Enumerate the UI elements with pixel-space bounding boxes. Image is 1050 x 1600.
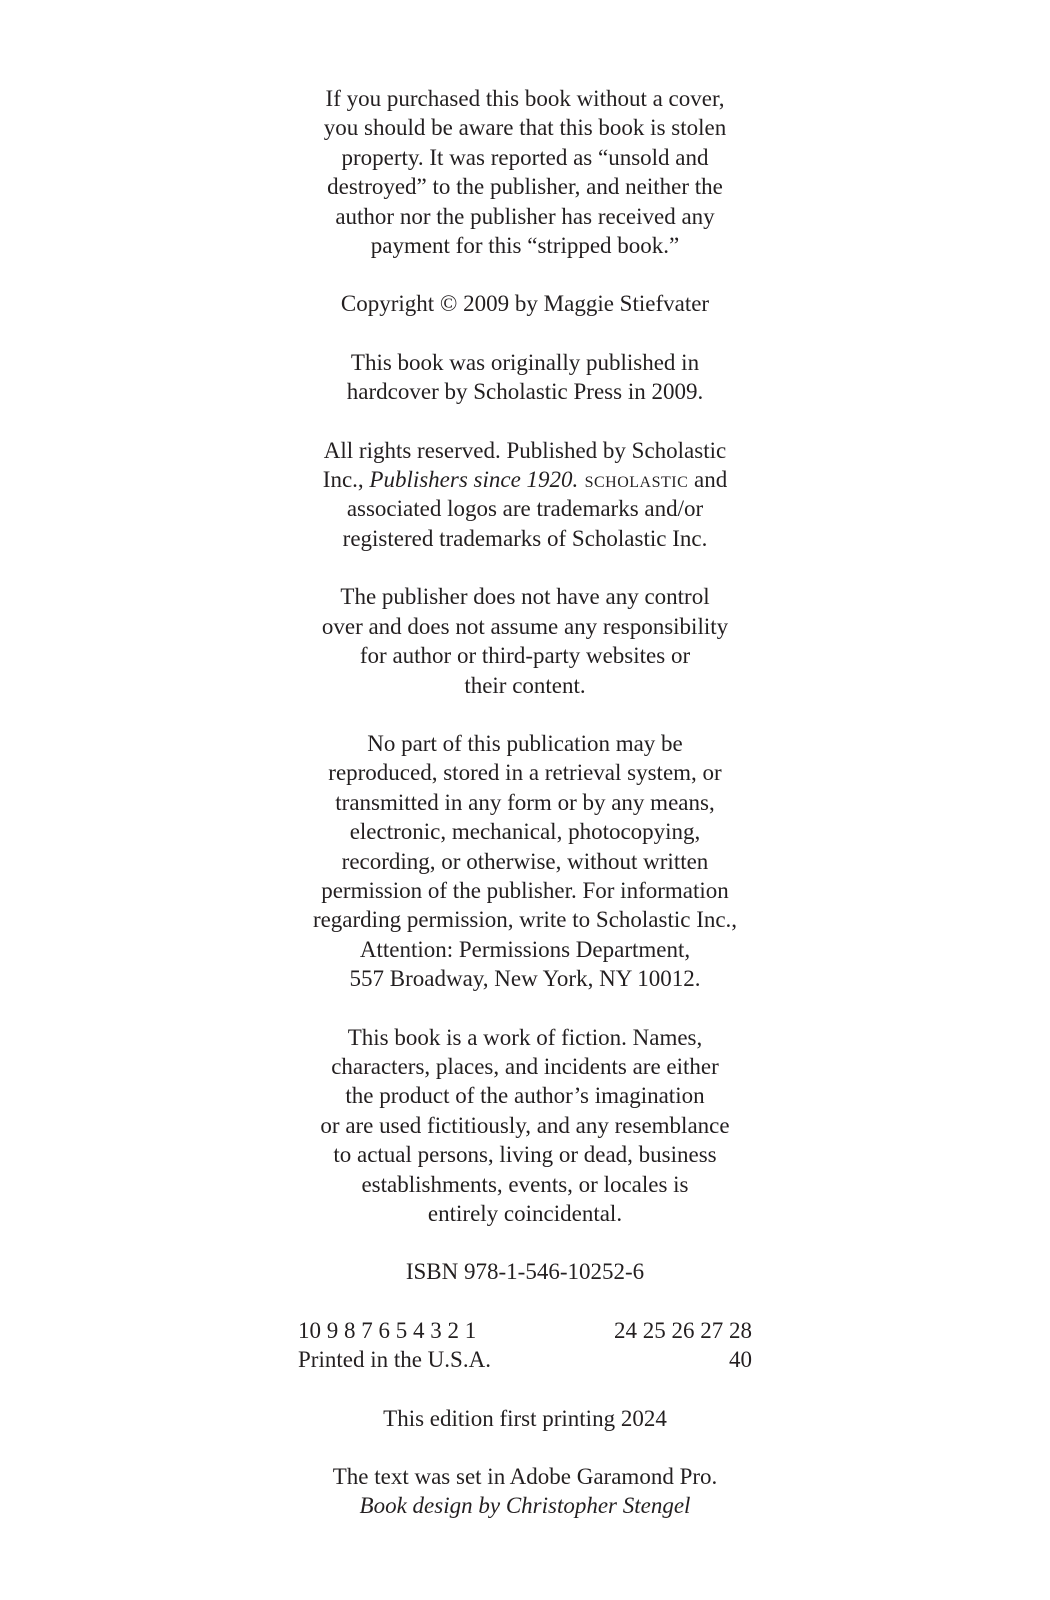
publisher-slogan: Publishers since 1920. (369, 467, 579, 493)
reproduction-notice (298, 729, 752, 994)
rights-statement (298, 436, 752, 554)
reproduction-line: electronic, mechanical, photocopying, (349, 819, 701, 845)
reproduction-line: regarding permission, write to Scholastic Inc., (312, 907, 738, 933)
fiction-line: establishments, events, or locales is (361, 1171, 689, 1197)
fiction-line: This book is a work of fiction. Names, (347, 1024, 703, 1050)
reproduction-line: 557 Broadway, New York, NY 10012. (349, 966, 701, 992)
reproduction-line: reproduced, stored in a retrieval system, or (328, 760, 722, 786)
typeface-line: The text was set in Adobe Garamond Pro. (332, 1464, 718, 1490)
fiction-line: characters, places, and incidents are either (331, 1053, 719, 1079)
notice-line: payment for this “stripped book.” (370, 233, 680, 259)
disclaimer-line: their content. (464, 672, 586, 698)
printing-year-line: 24 25 26 27 28 (614, 1317, 752, 1343)
edition-line: This edition first printing 2024 (383, 1405, 667, 1431)
rights-line: associated logos are trademarks and/or (346, 496, 704, 522)
notice-line: you should be aware that this book is stolen (323, 115, 727, 141)
fiction-line: to actual persons, living or dead, business (333, 1142, 717, 1168)
reproduction-line: transmitted in any form or by any means, (335, 789, 715, 815)
disclaimer-line: for author or third-party websites or (359, 643, 691, 669)
notice-line: property. It was reported as “unsold and (341, 144, 709, 170)
notice-line: If you purchased this book without a cover, (325, 86, 725, 111)
printing-row (298, 1345, 752, 1374)
reproduction-line: Attention: Permissions Department, (359, 936, 691, 962)
reproduction-line: permission of the publisher. For information (321, 877, 729, 903)
rights-line: All rights reserved. Published by Scholastic (323, 437, 727, 463)
websites-disclaimer (298, 582, 752, 700)
copyright-text: Copyright © 2009 by Maggie Stiefvater (340, 291, 710, 317)
isbn: ISBN 978-1-546-10252-6 (405, 1259, 645, 1285)
fiction-line: the product of the author’s imagination (345, 1083, 705, 1109)
reproduction-line: No part of this publication may be (367, 730, 683, 756)
printed-in: Printed in the U.S.A. (298, 1347, 491, 1373)
scholastic-trademark: scholastic (578, 467, 689, 493)
reproduction-line: recording, or otherwise, without written (341, 848, 709, 874)
notice-line: destroyed” to the publisher, and neither the (327, 174, 723, 200)
fiction-line: entirely coincidental. (427, 1201, 623, 1226)
rights-prefix: Inc., (322, 467, 370, 493)
stolen-book-notice (298, 84, 752, 260)
book-design-credit: Book design by Christopher Stengel (359, 1493, 691, 1519)
disclaimer-line: over and does not assume any responsibility (321, 613, 729, 639)
edition-block (298, 1404, 752, 1433)
copyright-text-column (298, 84, 752, 1550)
publication-line: hardcover by Scholastic Press in 2009. (346, 379, 704, 405)
publication-line: This book was originally published in (350, 349, 700, 375)
disclaimer-line: The publisher does not have any control (340, 584, 710, 610)
rights-line: registered trademarks of Scholastic Inc. (342, 525, 708, 551)
rights-suffix: and (688, 467, 728, 493)
copyright-line (298, 289, 752, 318)
rights-line (298, 465, 752, 494)
fiction-disclaimer (298, 1023, 752, 1229)
isbn-block (298, 1257, 752, 1286)
printing-row (298, 1316, 752, 1345)
original-publication (298, 348, 752, 407)
fiction-line: or are used fictitiously, and any resemblance (320, 1112, 730, 1138)
notice-line: author nor the publisher has received any (335, 203, 715, 229)
plant-code: 40 (729, 1347, 752, 1373)
colophon (298, 1462, 752, 1521)
printing-info (298, 1316, 752, 1375)
printing-number-line: 10 9 8 7 6 5 4 3 2 1 (298, 1317, 477, 1343)
